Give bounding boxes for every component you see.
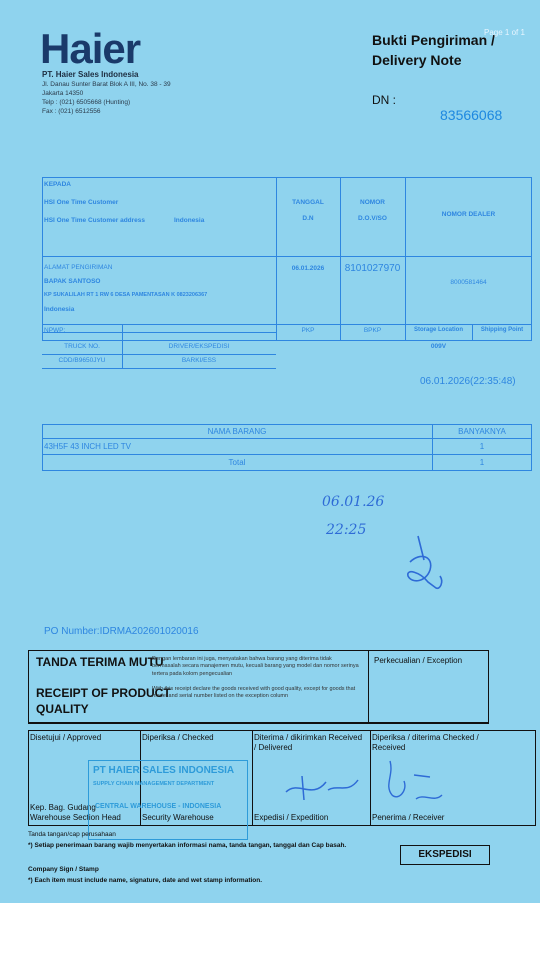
- storage-location-label: Storage Location: [413, 327, 463, 333]
- do-number: 8101027970: [344, 263, 401, 274]
- items-col-name: NAMA BARANG: [207, 427, 267, 436]
- company-stamp: [88, 760, 248, 840]
- truck-no-value: CDD/B9650JYU: [58, 357, 106, 364]
- stamp-line-2: SUPPLY CHAIN MANAGEMENT DEPARTMENT: [93, 781, 215, 787]
- driver-value: BARKI/ESS: [181, 357, 217, 364]
- company-sign-note: *) Each item must include name, signature, date and wet stamp information.: [28, 877, 263, 884]
- sig-delivered-footer: Expedisi / Expedition: [254, 813, 329, 822]
- dn-label: DN :: [372, 93, 396, 107]
- storage-location-value: 009V: [430, 343, 447, 350]
- receipt-title-en: RECEIPT OF PRODUCT: [36, 686, 171, 700]
- npwp-label: NPWP:: [44, 327, 66, 334]
- sig-approved-footer: Kep. Bag. Gudang Warehouse Section Head: [30, 803, 121, 822]
- company-address-line: Jl. Danau Sunter Barat Blok A III, No. 38 - 39: [42, 81, 171, 88]
- tanggal-sub: D.N: [302, 215, 314, 222]
- receipt-title-id: TANDA TERIMA MUTU: [36, 655, 164, 669]
- customer-address: HSI One Time Customer address: [44, 217, 146, 224]
- ekspedisi-copy-label: EKSPEDISI: [400, 845, 490, 865]
- receipt-text-id: Dengan lembaran ini juga, menyatakan bahwa barang yang diterima tidak bermasalah secara manajemen mutu, kecuali barang yang model dan nomor serinya tertera pada kolom pengecualian: [152, 656, 359, 677]
- page-indicator: Page 1 of 1: [484, 28, 525, 37]
- company-address-line: Jakarta 14350: [42, 90, 84, 97]
- title-english: Delivery Note: [372, 52, 462, 69]
- document-title: [372, 30, 495, 71]
- dealer-number: 8000581464: [450, 279, 487, 286]
- receipt-title-en-2: QUALITY: [36, 702, 89, 716]
- print-timestamp: 06.01.2026(22:35:48): [420, 376, 516, 387]
- handwritten-date: 06.01.26: [322, 494, 385, 510]
- sign-note-id: *) Setiap penerimaan barang wajib menyertakan informasi nama, tanda tangan, tanggal dan Cap basah.: [28, 842, 347, 849]
- po-number: PO Number:IDRMA202601020016: [44, 626, 199, 637]
- sig-checked-footer: Security Warehouse: [142, 813, 214, 822]
- ship-to-address: KP SUKALILAH RT 1 RW 6 DESA PAMENTASAN K 0823206367: [44, 292, 208, 298]
- bpkp-label: BPKP: [363, 327, 382, 334]
- items-col-qty: BANYAKNYA: [458, 427, 506, 436]
- sig-approved-header: Disetujui / Approved: [30, 733, 102, 742]
- company-name: PT. Haier Sales Indonesia: [42, 70, 139, 79]
- haier-logo: Haier: [40, 25, 141, 72]
- sig-received-header: Diperiksa / diterima Checked / Received: [372, 733, 479, 753]
- item-qty: 1: [479, 442, 485, 451]
- stamp-line-3: CENTRAL WAREHOUSE - INDONESIA: [95, 803, 222, 810]
- delivery-date: 06.01.2026: [291, 265, 325, 272]
- dn-number: 83566068: [440, 107, 503, 123]
- ship-to-name: BAPAK SANTOSO: [44, 278, 101, 285]
- driver-label: DRIVER/EKSPEDISI: [168, 343, 230, 350]
- handwritten-time: 22:25: [326, 522, 367, 538]
- truck-no-label: TRUCK NO.: [64, 343, 100, 350]
- nomor-sub: D.O.V/SO: [358, 215, 387, 222]
- receipt-text-en: With this receipt declare the goods received with good quality, except for goods that model and serial number listed on the exception column: [152, 686, 356, 700]
- company-sign-label: Company Sign / Stamp: [28, 866, 99, 873]
- pkp-label: PKP: [301, 327, 315, 334]
- shipping-point-label: Shipping Point: [480, 327, 524, 333]
- dealer-label: NOMOR DEALER: [441, 211, 496, 218]
- delivery-signature: [282, 770, 362, 806]
- item-name: 43H5F 43 INCH LED TV: [44, 442, 131, 451]
- receiver-signature: [380, 755, 450, 810]
- handwritten-signature: [400, 532, 450, 602]
- title-indonesian: Bukti Pengiriman /: [372, 32, 495, 48]
- sign-line-label: Tanda tangan/cap perusahaan: [28, 831, 116, 838]
- alamat-label: ALAMAT PENGIRIMAN: [44, 264, 113, 271]
- nomor-label: NOMOR: [360, 199, 385, 206]
- stamp-line-1: PT HAIER SALES INDONESIA: [93, 765, 235, 776]
- customer-name: HSI One Time Customer: [44, 199, 119, 206]
- total-label: Total: [228, 458, 246, 467]
- company-phone: Telp : (021) 6505668 (Hunting): [42, 99, 131, 106]
- company-fax: Fax : (021) 6512556: [42, 108, 101, 115]
- sig-received-footer: Penerima / Receiver: [372, 813, 445, 822]
- total-qty: 1: [479, 458, 485, 467]
- tanggal-label: TANGGAL: [292, 199, 324, 206]
- ship-to-country: Indonesia: [44, 306, 75, 313]
- customer-country: Indonesia: [174, 217, 205, 224]
- sig-checked-header: Diperiksa / Checked: [142, 733, 214, 742]
- sig-delivered-header: Diterima / dikirimkan Received / Delivered: [254, 733, 363, 753]
- kepada-label: KEPADA: [44, 181, 71, 188]
- exception-label: Perkecualian / Exception: [374, 656, 463, 665]
